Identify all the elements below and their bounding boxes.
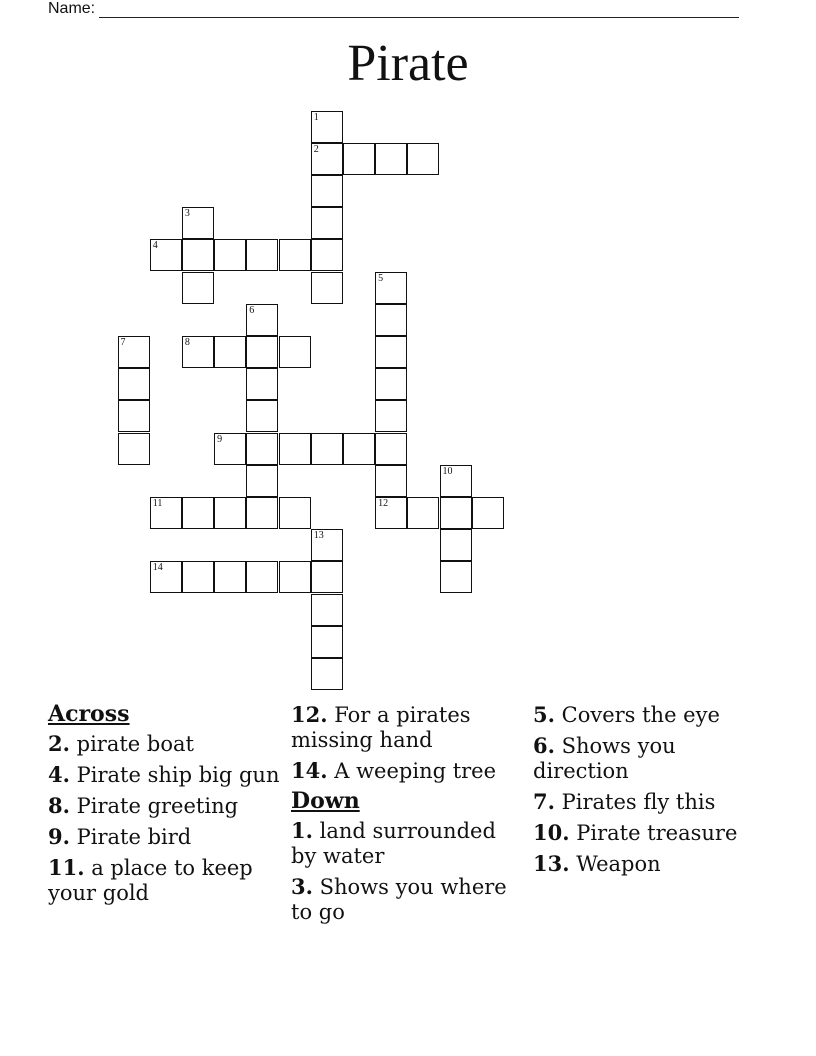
grid-cell[interactable] — [440, 497, 472, 529]
grid-cell[interactable] — [214, 336, 246, 368]
grid-cell[interactable] — [246, 336, 278, 368]
grid-cell[interactable] — [214, 497, 246, 529]
grid-cell[interactable] — [150, 239, 182, 271]
across-heading: Across — [48, 701, 130, 727]
grid-cell[interactable] — [246, 239, 278, 271]
grid-cell[interactable] — [311, 433, 343, 465]
grid-cell[interactable] — [182, 207, 214, 239]
grid-cell[interactable] — [440, 529, 472, 561]
grid-cell[interactable] — [343, 143, 375, 175]
grid-cell[interactable] — [311, 239, 343, 271]
grid-cell[interactable] — [279, 239, 311, 271]
clue-down-5: 5. Covers the eye — [533, 702, 720, 727]
puzzle-title: Pirate — [347, 35, 469, 92]
grid-cell[interactable] — [343, 433, 375, 465]
grid-cell[interactable] — [214, 433, 246, 465]
grid-cell[interactable] — [182, 272, 214, 304]
grid-cell[interactable] — [311, 529, 343, 561]
grid-cell[interactable] — [214, 561, 246, 593]
clue-number-label: 8 — [184, 336, 190, 348]
grid-cell[interactable] — [375, 304, 407, 336]
grid-cell[interactable] — [182, 497, 214, 529]
clues-column-3 — [533, 702, 773, 882]
grid-cell[interactable] — [118, 400, 150, 432]
name-label: Name: — [48, 0, 96, 17]
clue-across-14: 14. A weeping tree — [291, 758, 497, 783]
grid-cell[interactable] — [407, 497, 439, 529]
clue-down-3: 3. Shows you where to go — [291, 874, 507, 924]
grid-cell[interactable] — [311, 658, 343, 690]
grid-cell[interactable] — [375, 497, 407, 529]
grid-cell[interactable] — [440, 465, 472, 497]
clue-down-10: 10. Pirate treasure — [533, 820, 738, 845]
grid-cell[interactable] — [375, 143, 407, 175]
clue-across-4: 4. Pirate ship big gun — [48, 762, 280, 787]
grid-cell[interactable] — [118, 433, 150, 465]
grid-cell[interactable] — [375, 433, 407, 465]
clues-column-1 — [48, 702, 284, 911]
grid-cell[interactable] — [472, 497, 504, 529]
clue-number-label: 1 — [313, 111, 319, 123]
grid-cell[interactable] — [311, 561, 343, 593]
clue-number-label: 9 — [217, 433, 223, 445]
grid-cell[interactable] — [118, 368, 150, 400]
clue-across-11: 11. a place to keep your gold — [48, 855, 253, 905]
clue-number-label: 13 — [313, 530, 324, 542]
grid-cell[interactable] — [279, 336, 311, 368]
grid-cell[interactable] — [375, 400, 407, 432]
grid-cell[interactable] — [375, 465, 407, 497]
clue-across-9: 9. Pirate bird — [48, 824, 192, 849]
grid-cell[interactable] — [246, 497, 278, 529]
grid-cell[interactable] — [182, 239, 214, 271]
clue-number-label: 14 — [152, 562, 163, 574]
grid-cell[interactable] — [375, 336, 407, 368]
clue-number-label: 3 — [184, 208, 190, 220]
grid-cell[interactable] — [246, 368, 278, 400]
clue-number-label: 11 — [152, 497, 163, 509]
grid-cell[interactable] — [311, 143, 343, 175]
clue-down-1: 1. land surrounded by water — [291, 818, 496, 868]
clues-column-2 — [291, 702, 527, 930]
clue-number-label: 6 — [249, 304, 255, 316]
grid-cell[interactable] — [182, 336, 214, 368]
grid-cell[interactable] — [375, 368, 407, 400]
grid-cell[interactable] — [440, 561, 472, 593]
clue-number-label: 5 — [378, 272, 384, 284]
grid-cell[interactable] — [246, 433, 278, 465]
clue-number-label: 12 — [378, 497, 389, 509]
clue-across-2: 2. pirate boat — [48, 731, 194, 756]
clue-number-label: 2 — [313, 143, 319, 155]
clue-down-6: 6. Shows you direction — [533, 733, 676, 783]
grid-cell[interactable] — [311, 594, 343, 626]
down-heading: Down — [291, 788, 360, 814]
clue-down-13: 13. Weapon — [533, 851, 661, 876]
clue-number-label: 4 — [152, 240, 158, 252]
grid-cell[interactable] — [311, 111, 343, 143]
grid-cell[interactable] — [214, 239, 246, 271]
grid-cell[interactable] — [182, 561, 214, 593]
grid-cell[interactable] — [407, 143, 439, 175]
grid-cell[interactable] — [118, 336, 150, 368]
grid-cell[interactable] — [246, 561, 278, 593]
clue-across-12: 12. For a pirates missing hand — [291, 702, 471, 752]
grid-cell[interactable] — [279, 561, 311, 593]
grid-cell[interactable] — [311, 175, 343, 207]
grid-cell[interactable] — [311, 272, 343, 304]
grid-cell[interactable] — [375, 272, 407, 304]
grid-cell[interactable] — [150, 561, 182, 593]
grid-cell[interactable] — [311, 207, 343, 239]
grid-cell[interactable] — [246, 400, 278, 432]
clue-down-7: 7. Pirates fly this — [533, 789, 716, 814]
clue-number-label: 10 — [442, 465, 453, 477]
grid-cell[interactable] — [150, 497, 182, 529]
grid-cell[interactable] — [279, 433, 311, 465]
grid-cell[interactable] — [311, 626, 343, 658]
grid-cell[interactable] — [246, 304, 278, 336]
clue-number-label: 7 — [120, 336, 126, 348]
grid-cell[interactable] — [279, 497, 311, 529]
grid-cell[interactable] — [246, 465, 278, 497]
clue-across-8: 8. Pirate greeting — [48, 793, 239, 818]
